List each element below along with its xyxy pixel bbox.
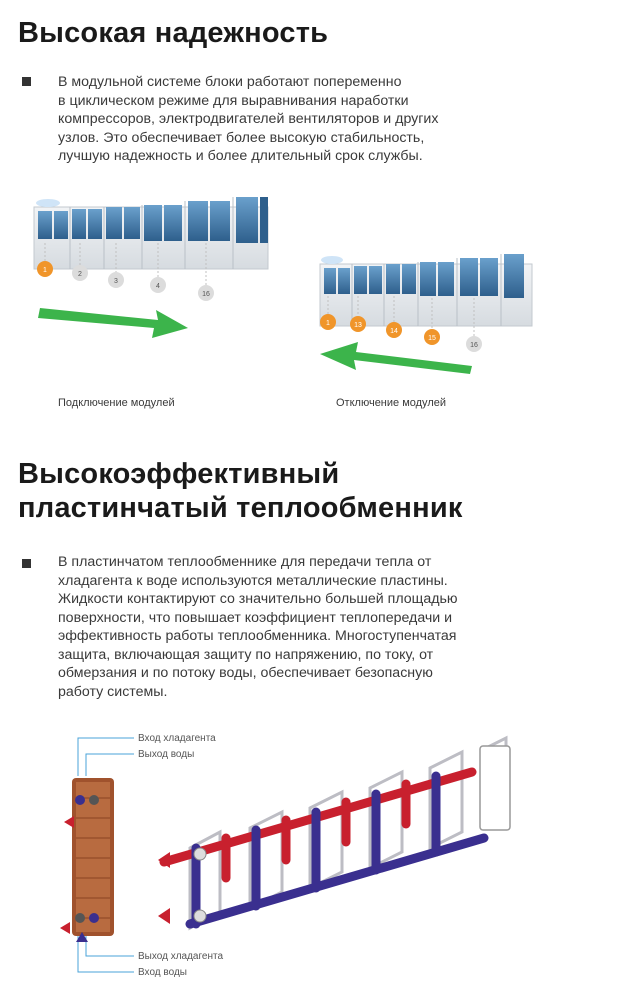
paragraph-line: Жидкости контактируют со значительно большей площадью [58,591,458,607]
module-marker-label: 15 [428,335,436,342]
water-out-label: Выход воды [138,749,195,760]
module-marker-label: 3 [114,278,118,285]
section2-title-line: Высокоэффективный [18,458,340,490]
paragraph-line: обмерзания и по потоку воды, обеспечивает безопасную [58,665,433,681]
paragraph-line: в циклическом режиме для выравнивания наработки [58,92,409,109]
module-marker-label: 16 [202,291,210,298]
paragraph-line: узлов. Это обеспечивает более высокую стабильность, [58,129,425,146]
connect-caption: Подключение модулей [58,397,175,409]
disconnect-arrow-icon [318,340,473,388]
paragraph-line: защита, включающая защиту по напряжению, по току, от [58,646,434,663]
disconnect-caption: Отключение модулей [336,397,446,409]
module-marker-label: 14 [390,328,398,335]
refrigerant-in-label: Вход хладагента [138,733,216,744]
water-in-label: Вход воды [138,967,187,978]
bullet-marker [22,77,31,86]
brazed-plate-unit [60,778,114,942]
module-marker-label: 4 [156,283,160,290]
paragraph-line: работу системы. [58,683,168,700]
paragraph-line: поверхности, что повышает коэффициент теплопередачи и [58,609,453,626]
plate-heat-exchanger-illustration [60,728,530,990]
module-marker-label: 16 [470,342,478,349]
modules-disconnect-illustration [314,242,540,354]
paragraph-line: компрессоров, электродвигателей вентиляторов и других [58,111,439,127]
paragraph-line: В пластинчатом теплообменнике для передачи тепла от [58,554,432,570]
module-marker-label: 2 [78,271,82,278]
module-marker-label: 1 [326,320,330,327]
outdoor-units-row [34,197,268,269]
module-marker-label: 13 [354,322,362,329]
section2-title-line: пластинчатый теплообменник [18,492,463,524]
exploded-view [158,738,510,928]
section1-title: Высокая надежность [18,17,329,49]
bullet-marker [22,559,31,568]
paragraph-line: эффективность работы теплообменника. Многоступенчатая [58,628,457,644]
connect-arrow-icon [38,300,193,342]
section2-paragraph [58,553,458,701]
refrigerant-out-label: Выход хладагента [138,951,224,962]
paragraph-line: лучшую надежность и более длительный срок службы. [58,148,423,164]
outdoor-units-row [320,254,532,326]
paragraph-line: В модульной системе блоки работают попеременно [58,74,402,90]
module-marker-label: 1 [43,267,47,274]
section2-title [18,457,463,525]
section1-paragraph [58,73,438,166]
paragraph-line: хладагента к воде используются металлические пластины. [58,572,448,589]
